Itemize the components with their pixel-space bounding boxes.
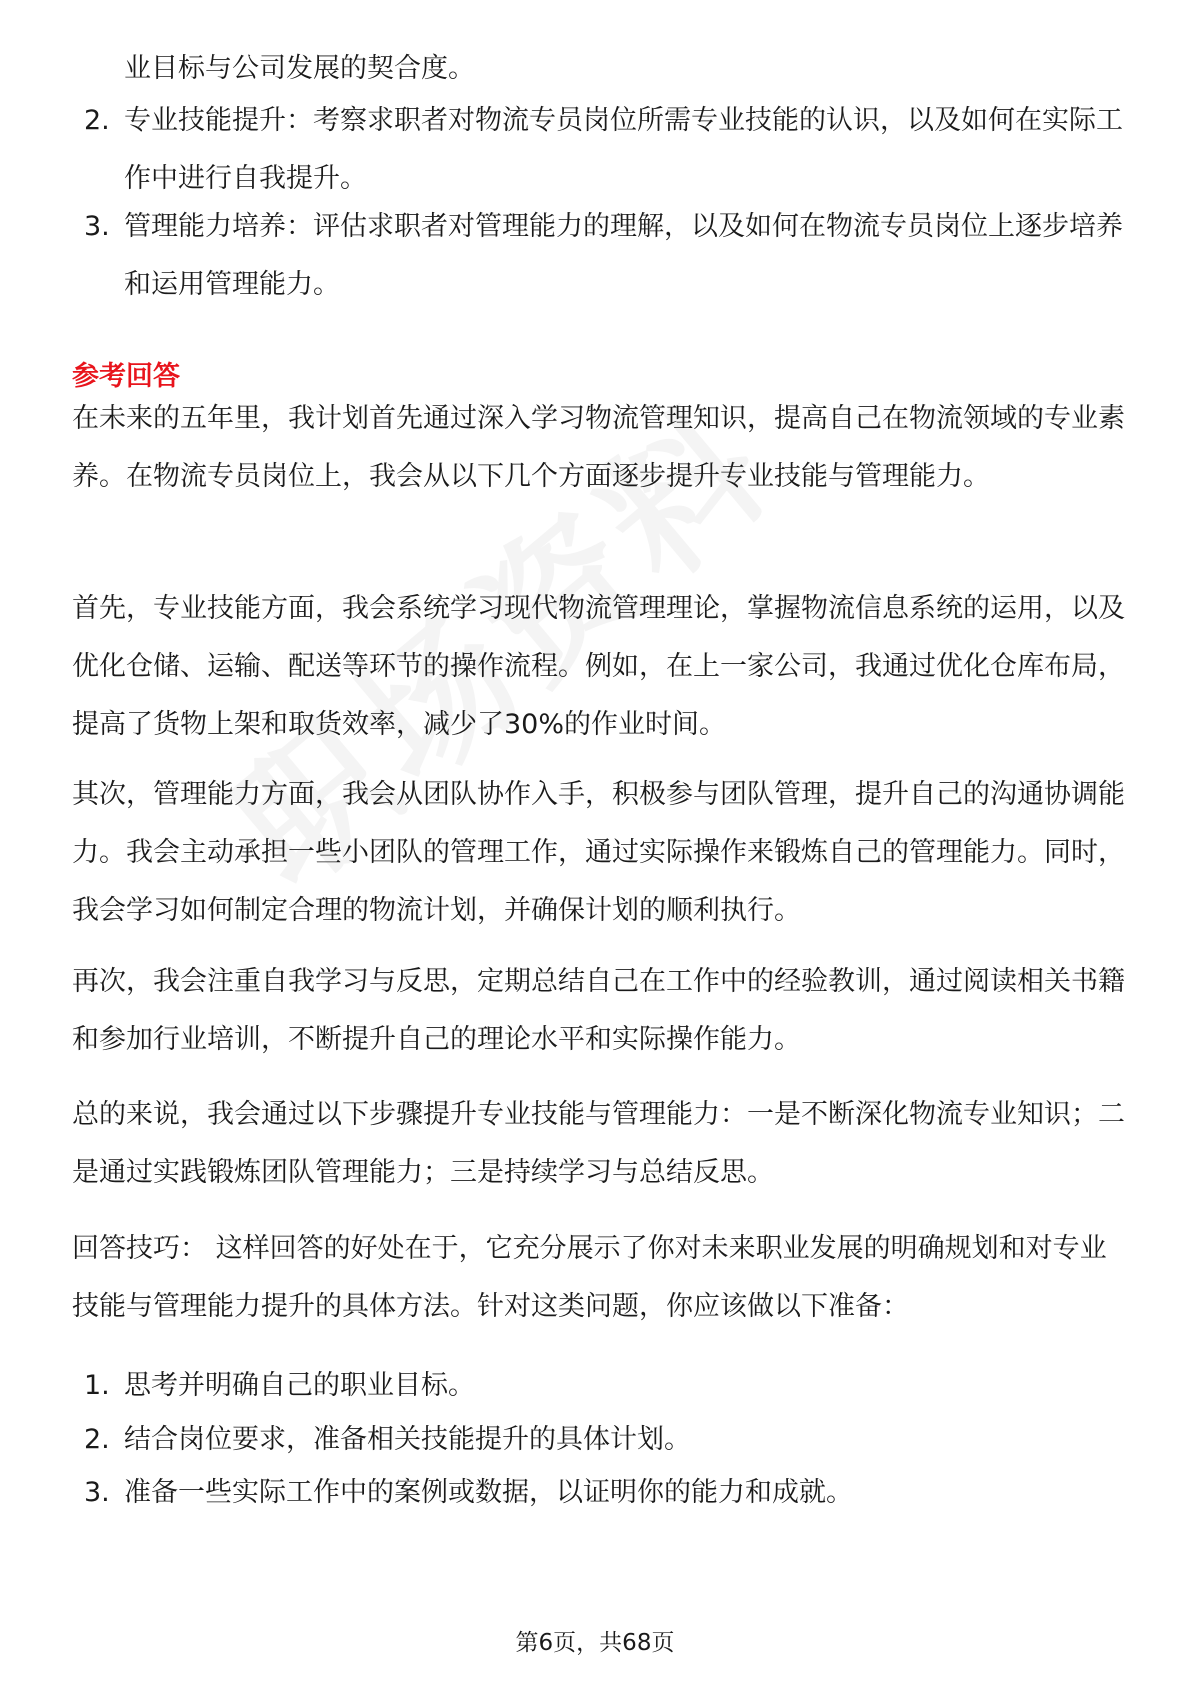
page-footer: 第6页，共68页 bbox=[515, 1630, 675, 1656]
paragraph: 在未来的五年里，我计划首先通过深入学习物流管理知识，提高自己在物流领域的专业素养。在物流专员岗位上，我会从以下几个方面逐步提升专业技能与管理能力。 bbox=[72, 403, 1125, 492]
list-number: 3. bbox=[84, 211, 110, 242]
list-number: 3. bbox=[84, 1477, 110, 1508]
list-number: 1. bbox=[84, 1370, 110, 1401]
list-item bbox=[84, 92, 1134, 208]
list-text: 思考并明确自己的职业目标。 bbox=[124, 1370, 475, 1401]
list-number: 2. bbox=[84, 105, 110, 136]
paragraph: 首先，专业技能方面，我会系统学习现代物流管理理论，掌握物流信息系统的运用，以及优化仓储、运输、配送等环节的操作流程。例如，在上一家公司，我通过优化仓库布局，提高了货物上架和取货效率，减少了30%的作业时间。 bbox=[72, 593, 1125, 740]
list-text: 结合岗位要求，准备相关技能提升的具体计划。 bbox=[124, 1424, 691, 1455]
list-item bbox=[84, 1464, 1134, 1522]
paragraph: 其次，管理能力方面，我会从团队协作入手，积极参与团队管理，提升自己的沟通协调能力。我会主动承担一些小团队的管理工作，通过实际操作来锻炼自己的管理能力。同时，我会学习如何制定合理的物流计划，并确保计划的顺利执行。 bbox=[72, 779, 1125, 926]
section-title: 参考回答 bbox=[72, 361, 180, 392]
list-item bbox=[84, 1357, 1134, 1415]
list-number: 2. bbox=[84, 1424, 110, 1455]
list-item bbox=[84, 1411, 1134, 1469]
list-text: 专业技能提升：考察求职者对物流专员岗位所需专业技能的认识，以及如何在实际工作中进行自我提升。 bbox=[124, 105, 1123, 194]
paragraph: 回答技巧： 这样回答的好处在于，它充分展示了你对未来职业发展的明确规划和对专业技能与管理能力提升的具体方法。针对这类问题，你应该做以下准备： bbox=[72, 1233, 1107, 1322]
list-text: 管理能力培养：评估求职者对管理能力的理解，以及如何在物流专员岗位上逐步培养和运用管理能力。 bbox=[124, 211, 1123, 300]
list-item bbox=[84, 198, 1134, 314]
paragraph: 再次，我会注重自我学习与反思，定期总结自己在工作中的经验教训，通过阅读相关书籍和参加行业培训，不断提升自己的理论水平和实际操作能力。 bbox=[72, 966, 1125, 1055]
paragraph: 总的来说，我会通过以下步骤提升专业技能与管理能力：一是不断深化物流专业知识；二是通过实践锻炼团队管理能力；三是持续学习与总结反思。 bbox=[72, 1099, 1125, 1188]
list-text: 准备一些实际工作中的案例或数据，以证明你的能力和成就。 bbox=[124, 1477, 853, 1508]
continuation-text: 业目标与公司发展的契合度。 bbox=[124, 53, 475, 84]
